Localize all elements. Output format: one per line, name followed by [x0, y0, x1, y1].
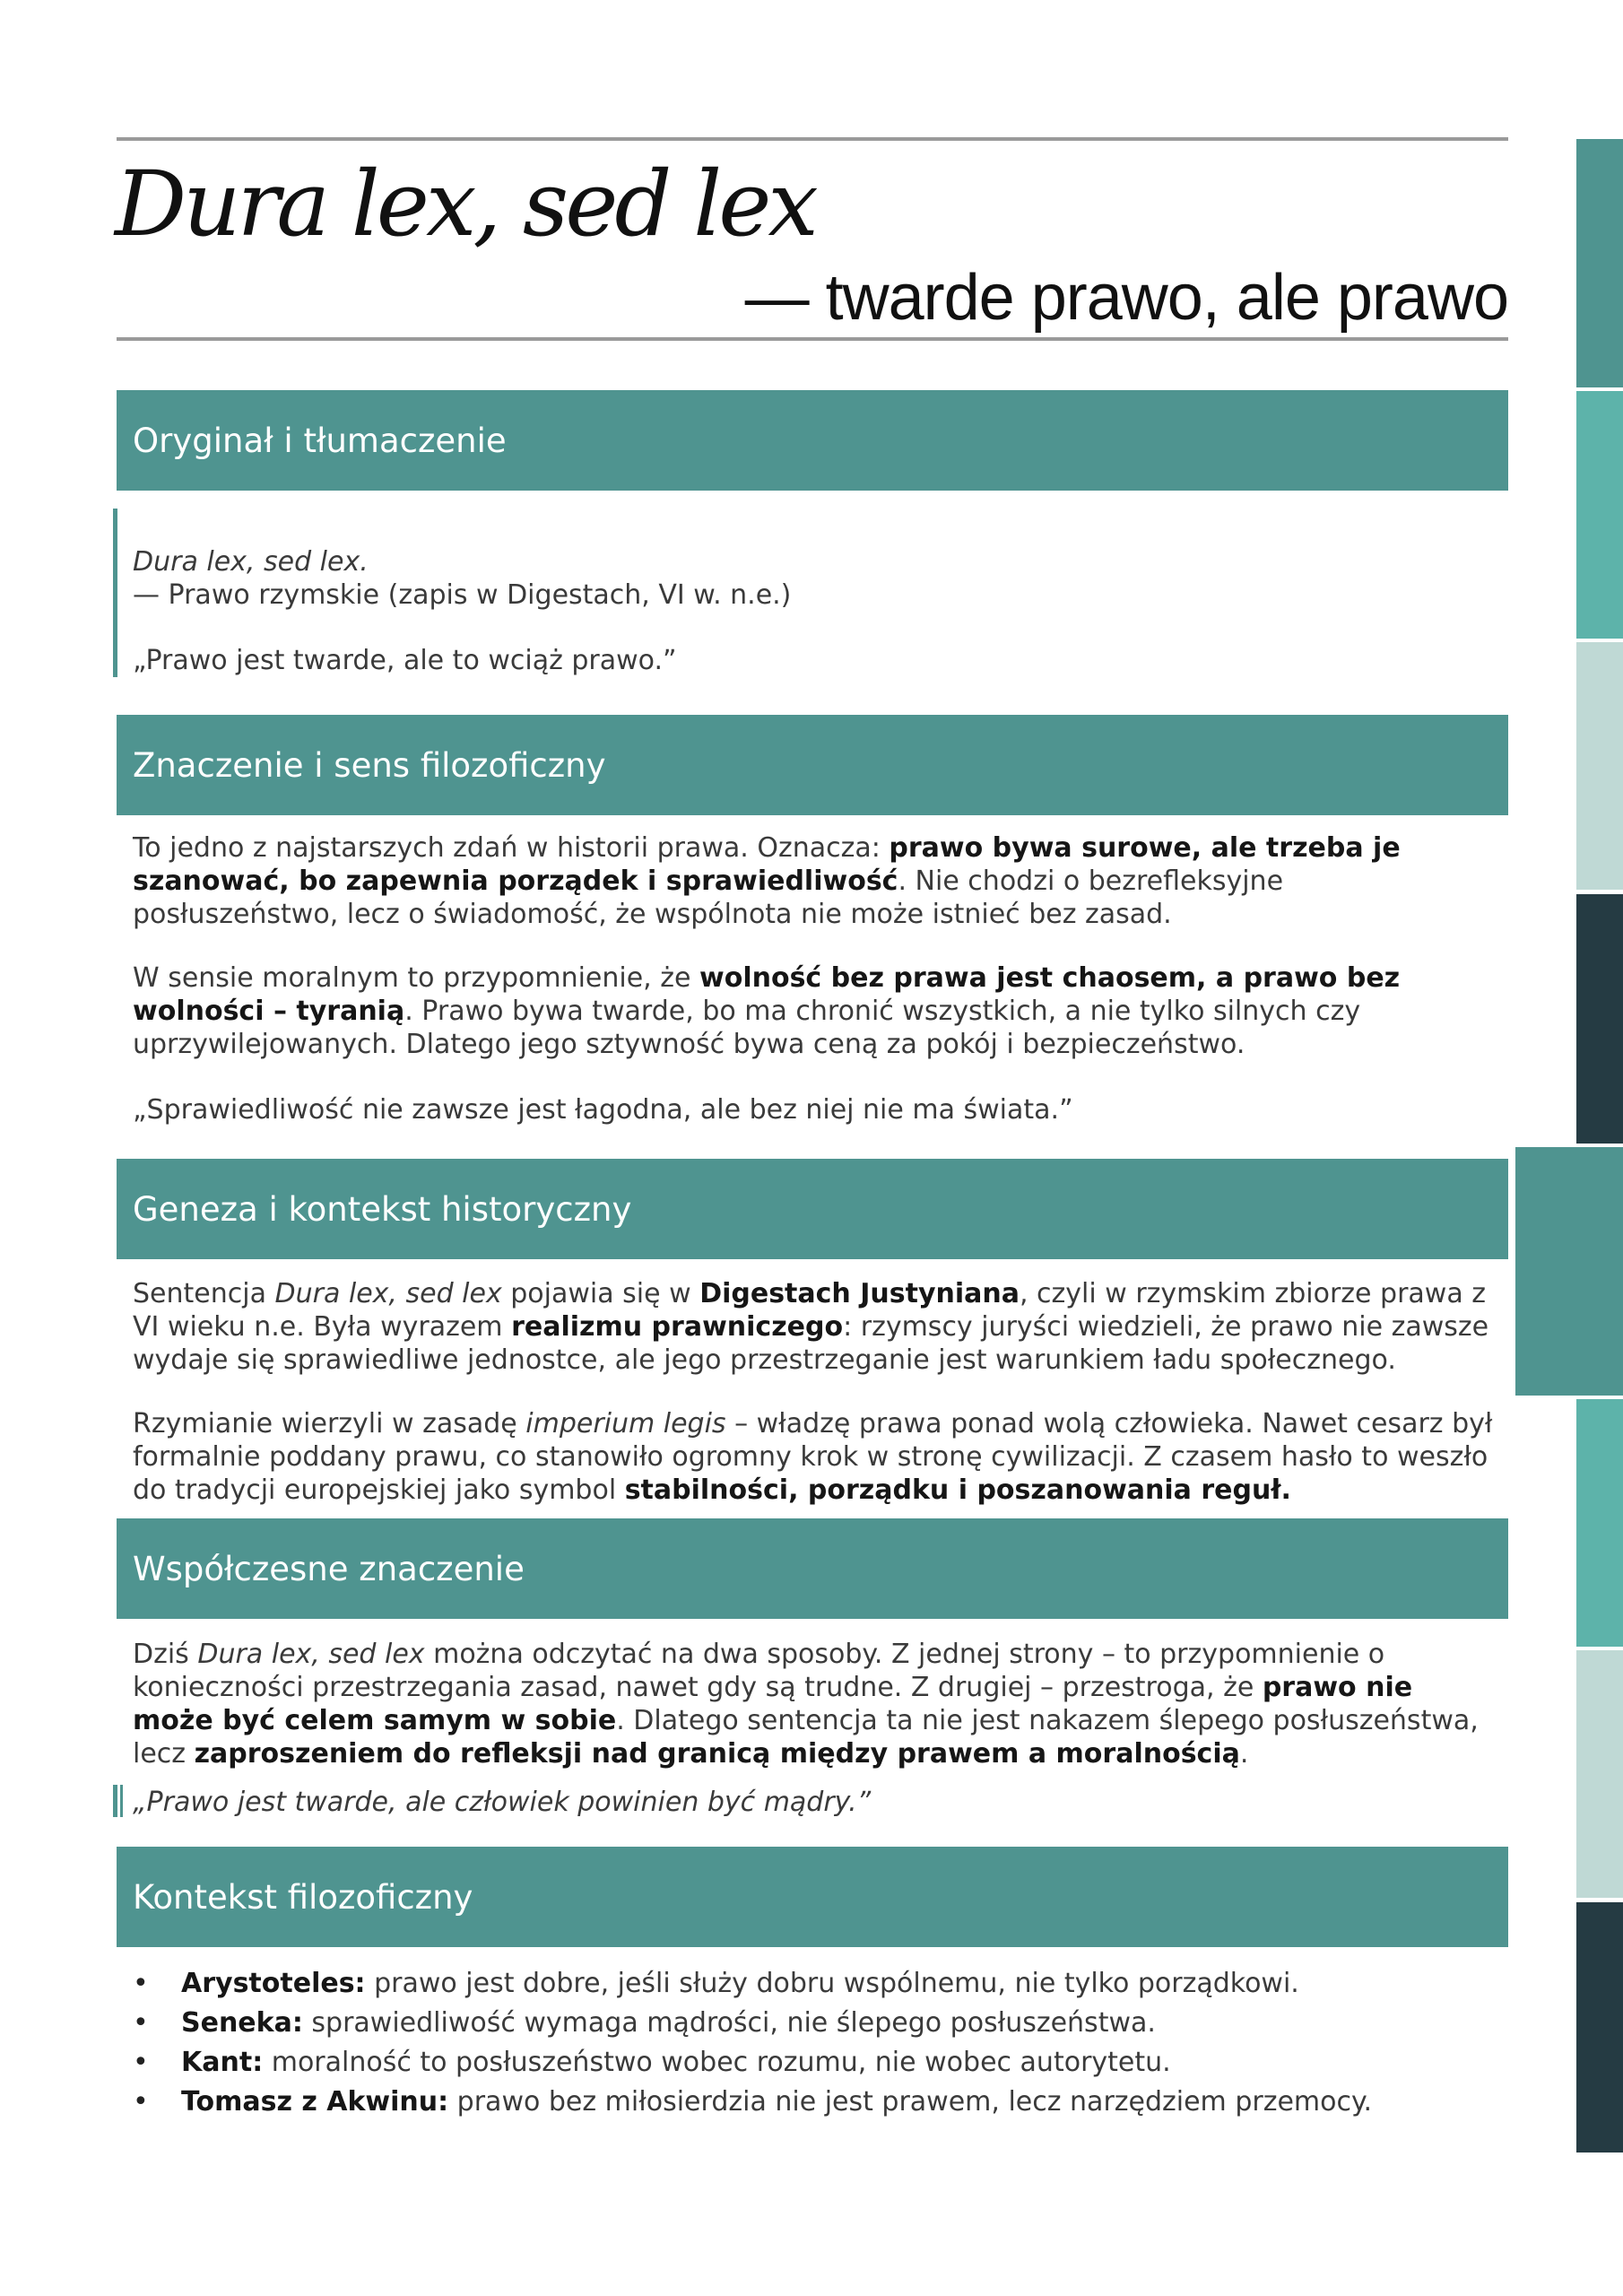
section-header-philosophy: Kontekst filozoficzny [117, 1847, 1508, 1947]
side-tab-active[interactable] [1515, 1147, 1623, 1396]
text-run: – władzę prawa ponad wolą człowieka. Nawet cesarz był formalnie poddany prawu, co stanowiło ogromny krok w stronę cywilizacji. Z czasem hasło to weszło do tradycji europejskiej jako symbol [133, 1408, 1493, 1506]
section-header-modern: Współczesne znaczenie [117, 1518, 1508, 1619]
text-run: Rzymianie wierzyli w zasadę [133, 1408, 526, 1439]
italic-run: „Prawo jest twarde, ale człowiek powinien być mądry.” [133, 1787, 872, 1818]
side-tab[interactable] [1576, 1902, 1623, 2152]
list-item [133, 1964, 1496, 2004]
section-header-history: Geneza i kontekst historyczny [117, 1159, 1508, 1259]
list-item [133, 2043, 1496, 2083]
side-tab[interactable] [1576, 642, 1623, 890]
quote-bar [113, 1785, 117, 1817]
text-run: . Nie chodzi o bezrefleksyjne posłuszeństwo, lecz o świadomość, że wspólnota nie może istnieć bez zasad. [133, 865, 1284, 930]
side-tab[interactable] [1576, 391, 1623, 639]
section-header-meaning: Znaczenie i sens filozoficzny [117, 715, 1508, 815]
text-run: , czyli w rzymskim zbiorze prawa z VI wieku n.e. Była wyrazem [133, 1278, 1487, 1343]
text-run: można odczytać na dwa sposoby. Z jednej strony – to przypomnienie o konieczności przestrzegania zasad, nawet gdy są trudne. Z drugiej – przestroga, że [133, 1639, 1385, 1703]
side-tab[interactable] [1576, 139, 1623, 387]
bold-run: prawo bywa surowe, ale trzeba je szanować, bo zapewnia porządek i sprawiedliwość [133, 832, 1401, 897]
italic-run: imperium legis [525, 1408, 726, 1439]
philosopher-name: Kant: [181, 2047, 264, 2078]
bold-run: stabilności, porządku i poszanowania reguł. [624, 1474, 1291, 1506]
bullet-icon: • [133, 2047, 149, 2078]
italic-run: Dura lex, sed lex [197, 1639, 425, 1670]
philosophy-list [133, 1964, 1496, 2122]
meaning-quote: „Sprawiedliwość nie zawsze jest łagodna, ale bez niej nie ma świata.” [133, 1094, 1073, 1126]
text-run: . Dlatego sentencja ta nie jest nakazem ślepego posłuszeństwa, lecz [133, 1705, 1479, 1770]
page-title: Dura lex, sed lex [115, 152, 815, 257]
page-subtitle: — twarde prawo, ale prawo [744, 262, 1508, 334]
list-item [133, 2004, 1496, 2043]
bullet-icon: • [133, 1968, 149, 1999]
side-tab[interactable] [1576, 1399, 1623, 1647]
text-run: To jedno z najstarszych zdań w historii prawa. Oznacza: [133, 832, 890, 864]
side-tab[interactable] [1576, 894, 1623, 1144]
modern-paragraph [133, 1638, 1496, 1770]
title-rule-bottom [117, 337, 1508, 341]
quote-bar [113, 509, 117, 677]
philosopher-name: Tomasz z Akwinu: [181, 2086, 449, 2118]
translation-text: „Prawo jest twarde, ale to wciąż prawo.” [133, 645, 677, 676]
original-quote-block [133, 545, 1496, 677]
text-run: : rzymscy juryści wiedzieli, że prawo nie zawsze wydaje się sprawiedliwe jednostce, ale jego przestrzeganie jest warunkiem ładu społecznego. [133, 1311, 1489, 1376]
philosopher-text: prawo jest dobre, jeśli służy dobru wspólnemu, nie tylko porządkowi. [365, 1968, 1299, 1999]
title-rule-top [117, 137, 1508, 141]
side-tab[interactable] [1576, 1650, 1623, 1898]
latin-text: Dura lex, sed lex. [133, 546, 369, 578]
text-run: W sensie moralnym to przypomnienie, że [133, 962, 699, 994]
modern-quote [133, 1786, 1496, 1819]
history-paragraph-2 [133, 1407, 1496, 1507]
text-run: Dziś [133, 1639, 198, 1670]
meaning-paragraph-1 [133, 831, 1496, 931]
history-paragraph-1 [133, 1277, 1496, 1377]
philosopher-name: Seneka: [181, 2007, 303, 2039]
list-item [133, 2083, 1496, 2122]
philosopher-text: moralność to posłuszeństwo wobec rozumu, nie wobec autorytetu. [263, 2047, 1171, 2078]
source-text: — Prawo rzymskie (zapis w Digestach, VI w. n.e.) [133, 579, 792, 611]
text-run: Sentencja [133, 1278, 275, 1309]
quote-bar [120, 1785, 123, 1817]
bold-run: Digestach Justyniana [699, 1278, 1020, 1309]
philosopher-text: prawo bez miłosierdzia nie jest prawem, lecz narzędziem przemocy. [448, 2086, 1372, 2118]
philosopher-name: Arystoteles: [181, 1968, 366, 1999]
bullet-icon: • [133, 2007, 149, 2039]
text-run: . [1239, 1738, 1249, 1770]
meaning-paragraph-2 [133, 961, 1496, 1061]
bold-run: wolność bez prawa jest chaosem, a prawo bez wolności – tyranią [133, 962, 1401, 1027]
text-run: . Prawo bywa twarde, bo ma chronić wszystkich, a nie tylko silnych czy uprzywilejowanych. Dlatego jego sztywność bywa ceną za pokój i bezpieczeństwo. [133, 996, 1361, 1060]
bullet-icon: • [133, 2086, 149, 2118]
philosopher-text: sprawiedliwość wymaga mądrości, nie ślepego posłuszeństwa. [302, 2007, 1156, 2039]
bold-run: prawo nie może być celem samym w sobie [133, 1672, 1413, 1736]
bold-run: zaproszeniem do refleksji nad granicą między prawem a moralnością [194, 1738, 1240, 1770]
text-run: pojawia się w [501, 1278, 700, 1309]
italic-run: Dura lex, sed lex [274, 1278, 502, 1309]
section-header-original: Oryginał i tłumaczenie [117, 390, 1508, 491]
bold-run: realizmu prawniczego [511, 1311, 844, 1343]
